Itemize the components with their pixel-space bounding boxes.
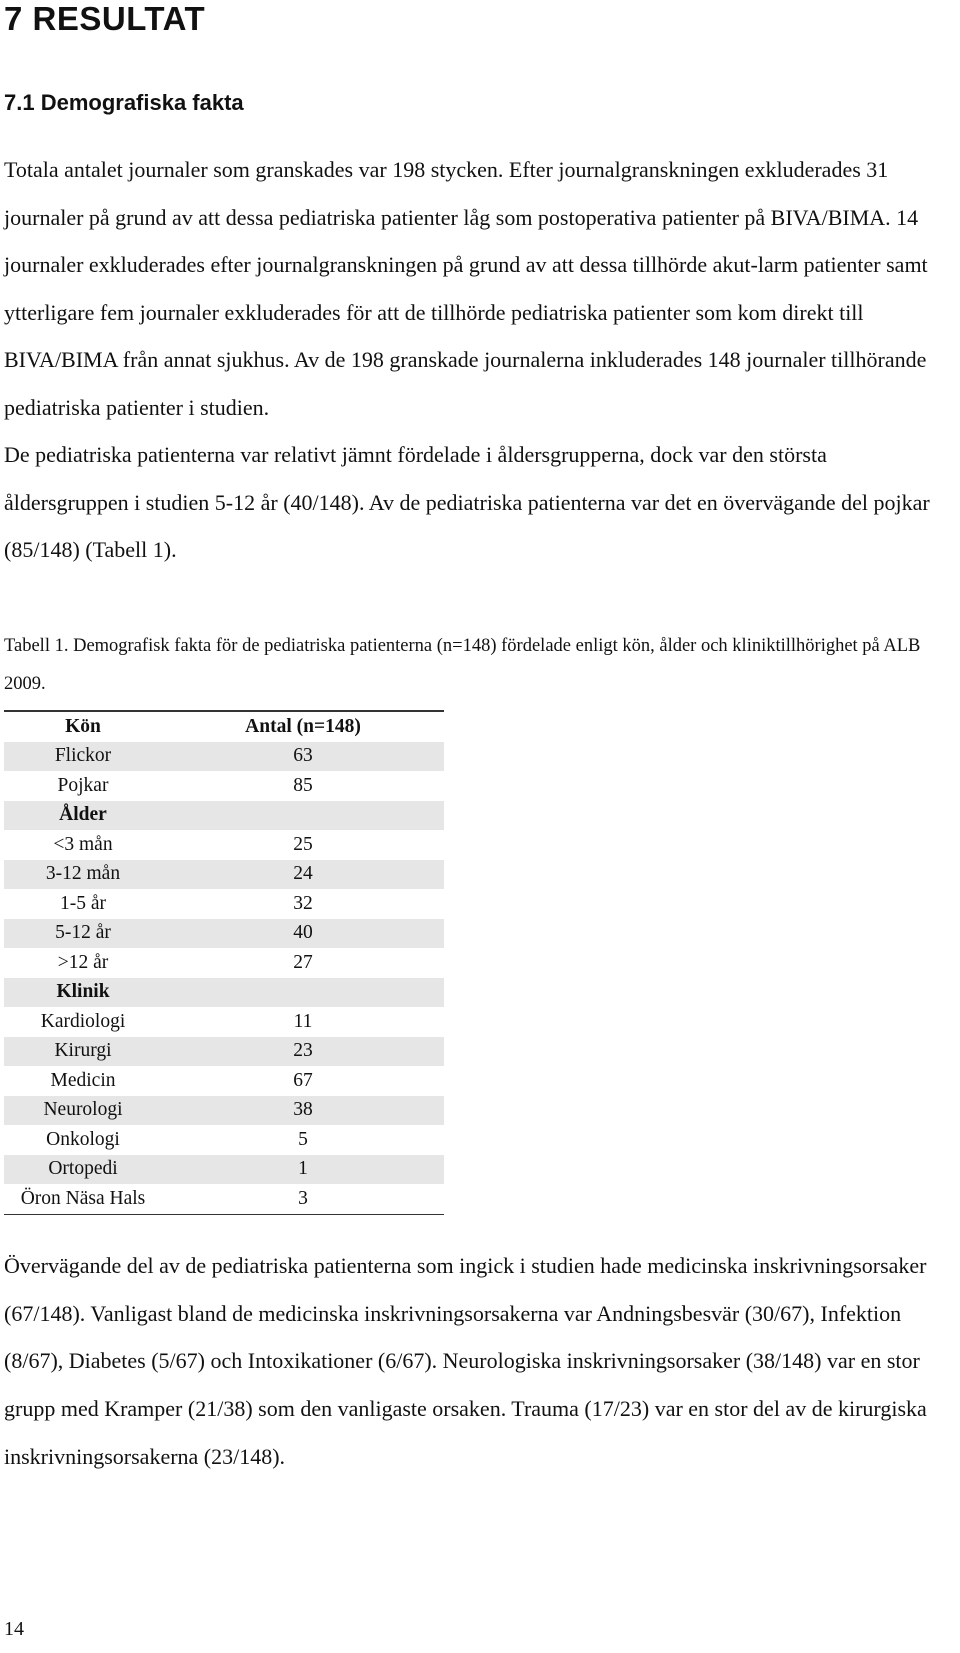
row-value: 67 [293,1069,313,1091]
table-header-row [4,711,444,742]
table-row [4,948,444,978]
table-row [4,1037,444,1067]
section-heading: 7.1 Demografiska fakta [4,90,244,115]
table-row [4,1155,444,1185]
page-number: 14 [4,1618,24,1640]
row-value: 40 [162,919,444,949]
table-group-row [4,978,444,1008]
row-label: Kirurgi [4,1037,162,1067]
table-row [4,1096,444,1126]
row-label: Neurologi [4,1096,162,1126]
row-label: 1-5 år [59,892,107,914]
row-value: 25 [293,833,313,855]
table-caption: Tabell 1. Demografisk fakta för de pediatriska patienterna (n=148) fördelade enligt kön, ålder och kliniktillhörighet på ALB 2009. [4,636,921,694]
table-row [4,860,444,890]
chapter-heading: 7 RESULTAT [4,0,206,37]
row-value: 24 [162,860,444,890]
row-label: Öron Näsa Hals [4,1184,162,1214]
row-value: 63 [162,742,444,772]
row-value: 23 [162,1037,444,1067]
table-row [4,889,444,919]
demographics-table [4,710,444,1215]
row-value: 85 [293,774,313,796]
row-label: 3-12 mån [4,860,162,890]
row-value: 5 [298,1128,308,1150]
row-value: 11 [293,1010,313,1032]
row-value: 32 [293,892,313,914]
row-label: Ortopedi [4,1155,162,1185]
row-value: 1 [162,1155,444,1185]
paragraph-intro: Totala antalet journaler som granskades var 198 stycken. Efter journalgranskningen exkluderades 31 journaler på grund av att dessa pediatriska patienter låg som postoperativa patienter på BIVA/BIMA. 14 journaler exkluderades efter journalgranskningen på grund av att dessa tillhörde akut-larm patienter samt ytterligare fem journaler exkluderades för att de tillhörde pediatriska patienter som kom direkt till BIVA/BIMA från annat sjukhus. Av de 198 granskade journalerna inkluderades 148 journaler tillhörande pediatriska patienter i studien. [4,157,928,420]
row-label: 5-12 år [4,919,162,949]
row-label: Flickor [4,742,162,772]
row-value: 27 [293,951,313,973]
row-value: 38 [162,1096,444,1126]
row-label: >12 år [57,951,109,973]
table-row [4,919,444,949]
row-label: Pojkar [57,774,109,796]
table-row [4,1184,444,1214]
group-label: Ålder [4,801,162,831]
column-header-antal: Antal (n=148) [162,711,444,742]
group-label: Klinik [4,978,162,1008]
table-row [4,771,444,801]
table-group-row [4,801,444,831]
row-label: Kardiologi [40,1010,126,1032]
paragraph-admission-causes: Övervägande del av de pediatriska patienterna som ingick i studien hade medicinska inskrivningsorsaker (67/148). Vanligast bland de medicinska inskrivningsorsakerna var Andningsbesvär (30/67), Infektion (8/67), Diabetes (5/67) och Intoxikationer (6/67). Neurologiska inskrivningsorsaker (38/148) var en stor grupp med Kramper (21/38) som den vanligaste orsaken. Trauma (17/23) var en stor del av de kirurgiska inskrivningsorsakerna (23/148). [4,1253,927,1469]
row-value [162,978,444,1008]
table-row [4,830,444,860]
table-row [4,1007,444,1037]
table-row [4,1125,444,1155]
row-label: Medicin [50,1069,116,1091]
table-row [4,1066,444,1096]
table-row [4,742,444,772]
row-value [162,801,444,831]
paragraph-age-distribution: De pediatriska patienterna var relativt jämnt fördelade i åldersgrupperna, dock var den största åldersgruppen i studien 5-12 år (40/148). Av de pediatriska patienterna var det en övervägande del pojkar (85/148) (Tabell 1). [4,442,930,562]
row-label: Onkologi [46,1128,120,1150]
row-label: <3 mån [53,833,113,855]
column-header-kon: Kön [4,711,162,742]
upper-text-block [4,146,954,574]
row-value: 3 [162,1184,444,1214]
